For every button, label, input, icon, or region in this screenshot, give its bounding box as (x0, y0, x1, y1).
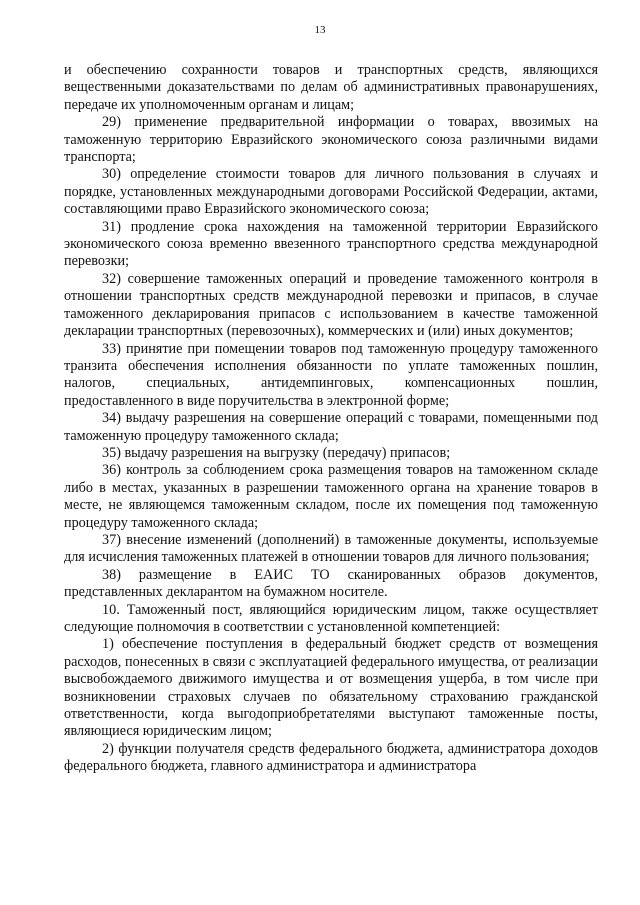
paragraph-item-31: 31) продление срока нахождения на таможенной территории Евразийского экономического союза временно ввезенного транспортного средства международной перевозки; (64, 218, 598, 270)
paragraph-item-35: 35) выдачу разрешения на выгрузку (передачу) припасов; (102, 444, 451, 461)
paragraph-item-30: 30) определение стоимости товаров для личного пользования в случаях и порядке, установленных международными договорами Российской Федерации, актами, составляющими право Евразийского экономического союза; (64, 166, 598, 218)
paragraph-item-38: 38) размещение в ЕАИС ТО сканированных образов документов, представленных декларантом на бумажном носителе. (64, 566, 598, 601)
paragraph-item-37: 37) внесение изменений (дополнений) в таможенные документы, используемые для исчисления таможенных платежей в отношении товаров для личного пользования; (64, 531, 598, 566)
paragraph-section-10: 10. Таможенный пост, являющийся юридическим лицом, также осуществляет следующие полномочия в соответствии с установленной компетенцией: (64, 601, 598, 635)
paragraph-subitem-1: 1) обеспечение поступления в федеральный бюджет средств от возмещения расходов, понесенных в связи с эксплуатацией федерального имущества, от реализации высвобождаемого движимого имущества и от возмещения ущерба, в том числе при возникновении страховых случаев по обязательному страхованию гражданской ответственности, когда выгодоприобретателями выступают таможенные посты, являющиеся юридическим лицом; (64, 636, 598, 740)
paragraph-item-32: 32) совершение таможенных операций и проведение таможенного контроля в отношении транспортных средств международной перевозки и припасов, в случае таможенного декларирования припасов с использованием в качестве таможенной декларации транспортных (перевозочных), коммерческих и (или) иных документов; (64, 270, 598, 340)
paragraph-item-33: 33) принятие при помещении товаров под таможенную процедуру таможенного транзита обеспечения исполнения обязанности по уплате таможенных пошлин, налогов, специальных, антидемпинговых, компенсационных пошлин, предоставленного в виде поручительства в электронной форме; (64, 340, 598, 409)
page-number: 13 (314, 24, 326, 36)
paragraph-subitem-2: 2) функции получателя средств федерального бюджета, администратора доходов федерального бюджета, главного администратора и администратора (64, 740, 598, 775)
paragraph-continuation: и обеспечению сохранности товаров и транспортных средств, являющихся вещественными доказательствами по делам об административных правонарушениях, передаче их уполномоченным органам и лицам; (64, 62, 598, 113)
paragraph-item-36: 36) контроль за соблюдением срока размещения товаров на таможенном складе либо в местах, указанных в разрешении таможенного органа на хранение товаров в месте, не являющемся таможенным складом, после их помещения под таможенную процедуру таможенного склада; (64, 462, 598, 531)
paragraph-item-29: 29) применение предварительной информации о товарах, ввозимых на таможенную территорию Евразийского экономического союза различными видами транспорта; (64, 114, 598, 166)
paragraph-item-34: 34) выдачу разрешения на совершение операций с товарами, помещенными под таможенную процедуру таможенного склада; (64, 410, 598, 444)
document-body (64, 62, 598, 776)
